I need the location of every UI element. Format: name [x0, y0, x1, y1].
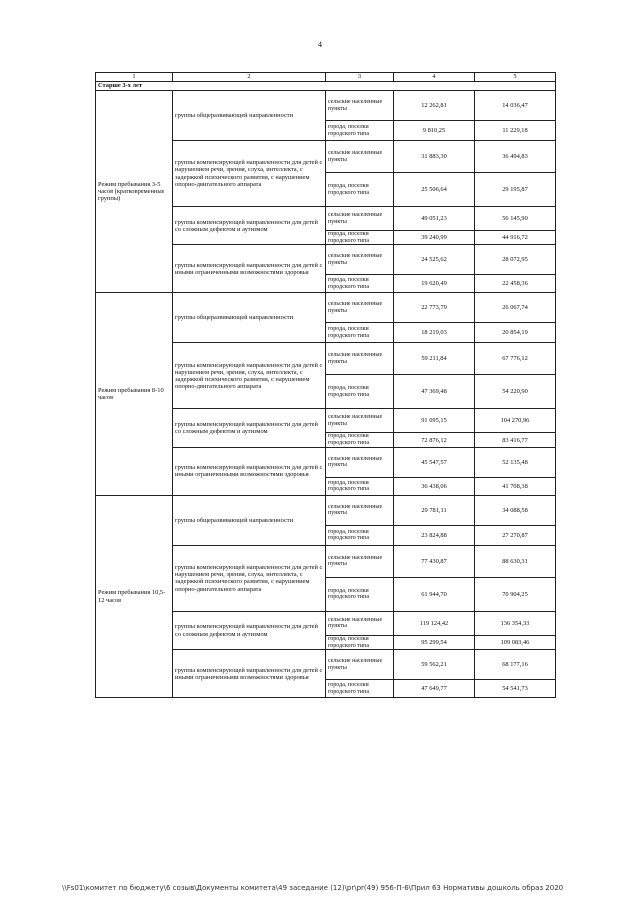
group-type-label: группы компенсирующей направленности для детей с иными ограниченными возможностями здоровья — [173, 650, 326, 698]
settlement-type: сельские населенные пункты — [326, 141, 394, 173]
value-column-5: 54 541,73 — [475, 680, 556, 698]
table-row — [96, 495, 556, 525]
settlement-type: города, поселки городского типа — [326, 477, 394, 495]
value-column-4: 45 547,57 — [394, 447, 475, 477]
group-type-label: группы компенсирующей направленности для детей со сложным дефектом и аутизмом — [173, 611, 326, 649]
value-column-4: 47 369,48 — [394, 375, 475, 409]
settlement-type: сельские населенные пункты — [326, 293, 394, 323]
value-column-5: 56 145,90 — [475, 207, 556, 231]
value-column-5: 52 135,48 — [475, 447, 556, 477]
table-row — [96, 293, 556, 323]
group-type-label: группы компенсирующей направленности для детей с нарушением речи, зрения, слуха, интеллекта, с задержкой психического развития, с нарушением опорно-двигательного аппарата — [173, 343, 326, 409]
value-column-5: 27 270,87 — [475, 525, 556, 545]
value-column-4: 19 620,49 — [394, 275, 475, 293]
value-column-4: 72 876,12 — [394, 433, 475, 447]
value-column-4: 24 525,62 — [394, 245, 475, 275]
value-column-5: 20 854,19 — [475, 323, 556, 343]
settlement-type: города, поселки городского типа — [326, 577, 394, 611]
value-column-5: 88 630,31 — [475, 545, 556, 577]
value-column-5: 109 083,46 — [475, 635, 556, 649]
value-column-4: 36 438,06 — [394, 477, 475, 495]
settlement-type: города, поселки городского типа — [326, 433, 394, 447]
value-column-4: 9 810,25 — [394, 121, 475, 141]
value-column-5: 34 088,58 — [475, 495, 556, 525]
settlement-type: сельские населенные пункты — [326, 447, 394, 477]
settlement-type: сельские населенные пункты — [326, 207, 394, 231]
table-row — [96, 91, 556, 121]
value-column-5: 29 195,87 — [475, 173, 556, 207]
column-header: 4 — [394, 73, 475, 82]
stay-mode-label: Режим пребывания 8-10 часов — [96, 293, 173, 495]
group-type-label: группы компенсирующей направленности для детей с иными ограниченными возможностями здоровья — [173, 245, 326, 293]
value-column-4: 49 051,23 — [394, 207, 475, 231]
value-column-4: 119 124,42 — [394, 611, 475, 635]
column-header: 5 — [475, 73, 556, 82]
settlement-type: сельские населенные пункты — [326, 343, 394, 375]
value-column-4: 29 781,11 — [394, 495, 475, 525]
value-column-4: 12 262,81 — [394, 91, 475, 121]
settlement-type: города, поселки городского типа — [326, 525, 394, 545]
value-column-4: 59 211,84 — [394, 343, 475, 375]
value-column-5: 83 416,77 — [475, 433, 556, 447]
settlement-type: сельские населенные пункты — [326, 545, 394, 577]
value-column-5: 54 220,90 — [475, 375, 556, 409]
stay-mode-label: Режим пребывания 10,5-12 часов — [96, 495, 173, 697]
value-column-5: 44 916,72 — [475, 231, 556, 245]
value-column-5: 41 708,38 — [475, 477, 556, 495]
value-column-5: 104 270,96 — [475, 409, 556, 433]
value-column-4: 25 506,64 — [394, 173, 475, 207]
value-column-4: 77 430,87 — [394, 545, 475, 577]
value-column-5: 70 904,25 — [475, 577, 556, 611]
section-title: Старше 3-х лет — [96, 82, 556, 91]
column-header: 2 — [173, 73, 326, 82]
group-type-label: группы компенсирующей направленности для детей со сложным дефектом и аутизмом — [173, 409, 326, 447]
value-column-4: 47 649,77 — [394, 680, 475, 698]
table-header-row — [96, 73, 556, 82]
value-column-4: 23 824,88 — [394, 525, 475, 545]
settlement-type: сельские населенные пункты — [326, 91, 394, 121]
settlement-type: города, поселки городского типа — [326, 121, 394, 141]
group-type-label: группы компенсирующей направленности для детей с нарушением речи, зрения, слуха, интеллекта, с задержкой психического развития, с нарушением опорно-двигательного аппарата — [173, 545, 326, 611]
settlement-type: города, поселки городского типа — [326, 173, 394, 207]
value-column-5: 28 072,95 — [475, 245, 556, 275]
value-column-5: 26 067,74 — [475, 293, 556, 323]
settlement-type: города, поселки городского типа — [326, 275, 394, 293]
value-column-5: 36 494,83 — [475, 141, 556, 173]
value-column-5: 68 177,16 — [475, 650, 556, 680]
settlement-type: города, поселки городского типа — [326, 635, 394, 649]
normatives-table — [95, 72, 556, 698]
value-column-4: 39 240,99 — [394, 231, 475, 245]
group-type-label: группы компенсирующей направленности для детей с иными ограниченными возможностями здоровья — [173, 447, 326, 495]
section-row — [96, 82, 556, 91]
value-column-4: 95 299,54 — [394, 635, 475, 649]
column-header: 3 — [326, 73, 394, 82]
settlement-type: сельские населенные пункты — [326, 409, 394, 433]
value-column-5: 22 458,36 — [475, 275, 556, 293]
column-header: 1 — [96, 73, 173, 82]
value-column-4: 31 883,30 — [394, 141, 475, 173]
page-number: 4 — [318, 40, 322, 49]
value-column-4: 91 095,15 — [394, 409, 475, 433]
group-type-label: группы компенсирующей направленности для детей со сложным дефектом и аутизмом — [173, 207, 326, 245]
settlement-type: города, поселки городского типа — [326, 680, 394, 698]
group-type-label: группы общеразвивающей направленности — [173, 293, 326, 343]
file-path-footer: \\Fs01\комитет по бюджету\6 созыв\Документы комитета\49 заседание (12)\pr\pr(49) 956-П-6\Прил 63 Нормативы дошколь образ 2020 — [62, 884, 564, 892]
value-column-5: 14 036,47 — [475, 91, 556, 121]
value-column-5: 67 776,12 — [475, 343, 556, 375]
value-column-4: 61 944,70 — [394, 577, 475, 611]
value-column-4: 18 219,03 — [394, 323, 475, 343]
value-column-4: 22 773,79 — [394, 293, 475, 323]
settlement-type: сельские населенные пункты — [326, 495, 394, 525]
settlement-type: сельские населенные пункты — [326, 611, 394, 635]
value-column-5: 136 354,33 — [475, 611, 556, 635]
value-column-5: 11 229,18 — [475, 121, 556, 141]
settlement-type: города, поселки городского типа — [326, 375, 394, 409]
stay-mode-label: Режим пребывания 3-5 часов (кратковременные группы) — [96, 91, 173, 293]
settlement-type: города, поселки городского типа — [326, 231, 394, 245]
value-column-4: 59 562,21 — [394, 650, 475, 680]
group-type-label: группы компенсирующей направленности для детей с нарушением речи, зрения, слуха, интеллекта, с задержкой психического развития, с нарушением опорно-двигательного аппарата — [173, 141, 326, 207]
settlement-type: сельские населенные пункты — [326, 650, 394, 680]
group-type-label: группы общеразвивающей направленности — [173, 495, 326, 545]
settlement-type: сельские населенные пункты — [326, 245, 394, 275]
settlement-type: города, поселки городского типа — [326, 323, 394, 343]
group-type-label: группы общеразвивающей направленности — [173, 91, 326, 141]
